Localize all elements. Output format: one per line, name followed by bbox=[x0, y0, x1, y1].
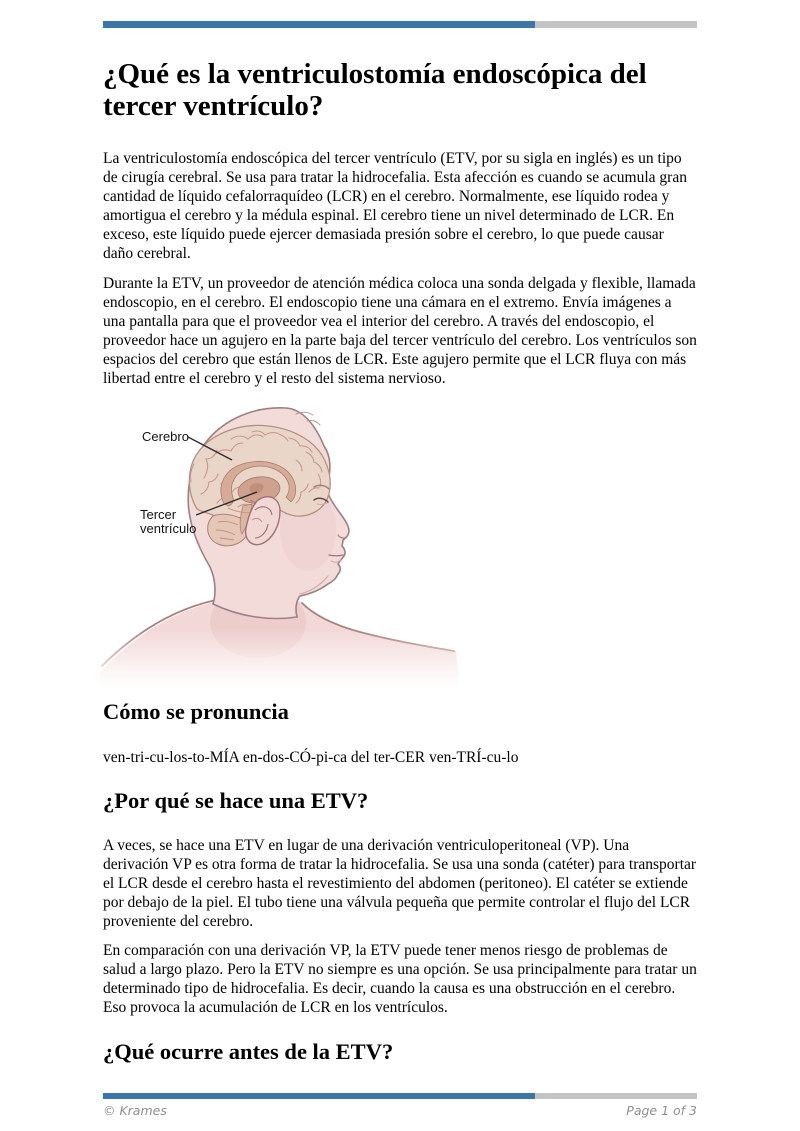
copyright-text: © Krames bbox=[103, 1103, 167, 1118]
footer-bar-blue-segment bbox=[103, 1093, 535, 1099]
top-accent-bar bbox=[103, 21, 697, 28]
why-etv-paragraph-1: A veces, se hace una ETV en lugar de una derivación ventriculoperitoneal (VP). Una derivación VP es otra forma de tratar la hidrocefalia. Se usa una sonda (catéter) para transportar el LCR desde el cerebro hasta el revestimiento del abdomen (peritoneo). El catéter se extiende por debajo de la piel. El tubo tiene una válvula pequeña que permite controlar el flujo del LCR proveniente del cerebro. bbox=[103, 837, 697, 930]
accent-bar-blue-segment bbox=[103, 21, 535, 28]
figure-fade-overlay bbox=[100, 629, 460, 689]
footer-accent-bar bbox=[103, 1093, 697, 1099]
anatomy-figure bbox=[100, 404, 460, 689]
cerebro-label: Cerebro bbox=[142, 429, 189, 444]
pronunciation-text: ven-tri-cu-los-to-MÍA en-dos-CÓ-pi-ca del ter-CER ven-TRÍ-cu-lo bbox=[103, 749, 519, 766]
page-footer bbox=[103, 1093, 697, 1118]
intro-paragraph-1: La ventriculostomía endoscópica del tercer ventrículo (ETV, por su sigla en inglés) es un tipo de cirugía cerebral. Se usa para tratar la hidrocefalia. Esta afección es cuando se acumula gran cantidad de líquido cefalorraquídeo (LCR) en el cerebro. Normalmente, ese líquido rodea y amortigua el cerebro y la médula espinal. El cerebro tiene un nivel determinado de LCR. En exceso, este líquido puede ejercer demasiada presión sobre el cerebro, lo que puede causar daño cerebral. bbox=[103, 150, 687, 262]
page-number-text: Page 1 of 3 bbox=[626, 1103, 697, 1118]
tercer-ventriculo-label-line1: Tercer bbox=[140, 507, 177, 522]
section-heading-pronunciation: Cómo se pronuncia bbox=[103, 699, 289, 724]
why-etv-paragraph-2: En comparación con una derivación VP, la ETV puede tener menos riesgo de problemas de salud a largo plazo. Pero la ETV no siempre es una opción. Se usa principalmente para tratar un determinado tipo de hidrocefalia. Es decir, cuando la causa es una obstrucción en el cerebro. Eso provoca la acumulación de LCR en los ventrículos. bbox=[103, 942, 697, 1016]
page-title: ¿Qué es la ventriculostomía endoscópica del tercer ventrículo? bbox=[103, 58, 647, 122]
head-brain-illustration bbox=[100, 404, 460, 689]
intro-paragraph-2: Durante la ETV, un proveedor de atención médica coloca una sonda delgada y flexible, llamada endoscopio, en el cerebro. El endoscopio tiene una cámara en el extremo. Envía imágenes a una pantalla para que el proveedor vea el interior del cerebro. A través del endoscopio, el proveedor hace un agujero en la parte baja del tercer ventrículo del cerebro. Los ventrículos son espacios del cerebro que están llenos de LCR. Este agujero permite que el LCR fluya con más libertad entre el cerebro y el resto del sistema nervioso. bbox=[103, 275, 697, 387]
section-heading-why-etv: ¿Por qué se hace una ETV? bbox=[103, 788, 369, 813]
document-content bbox=[0, 21, 800, 1065]
accent-bar-gray-segment bbox=[535, 21, 697, 28]
tercer-ventriculo-label-line2: ventrículo bbox=[140, 521, 197, 536]
section-heading-before-etv: ¿Qué ocurre antes de la ETV? bbox=[103, 1039, 394, 1064]
footer-text-row bbox=[103, 1103, 697, 1118]
footer-bar-gray-segment bbox=[535, 1093, 697, 1099]
